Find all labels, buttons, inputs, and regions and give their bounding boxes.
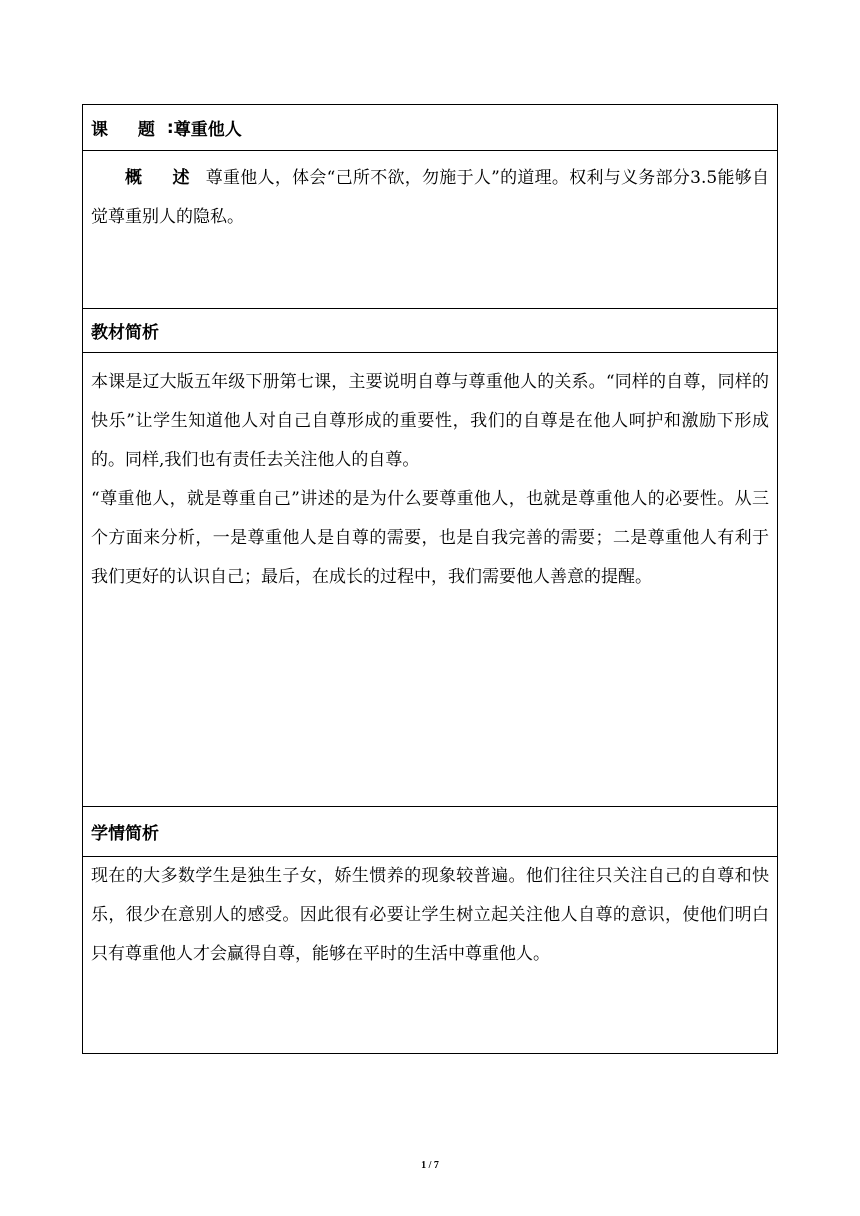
overview-text: 尊重他人，体会“己所不欲，勿施于人”的道理。权利与义务部分3.5能够自觉尊重别人的隐私。 [91, 168, 769, 227]
lesson-plan-table [82, 104, 778, 1054]
overview-label: 概 述 [125, 168, 202, 188]
student-analysis-heading-row [83, 807, 777, 857]
student-analysis-paragraph: 现在的大多数学生是独生子女，娇生惯养的现象较普遍。他们往往只关注自己的自尊和快乐，很少在意别人的感受。因此很有必要让学生树立起关注他人自尊的意识，使他们明白只有尊重他人才会赢得自尊，能够在平时的生活中尊重他人。 [91, 866, 769, 964]
student-analysis-heading: 学情简析 [91, 824, 159, 844]
textbook-analysis-heading: 教材简析 [91, 323, 159, 343]
overview-paragraph [91, 159, 769, 237]
lesson-title-label: 课 题 [91, 120, 167, 140]
textbook-analysis-heading-row [83, 309, 777, 353]
lesson-title-value: 尊重他人 [173, 120, 242, 140]
textbook-analysis-paragraph-2: “尊重他人，就是尊重自己”讲述的是为什么要尊重他人，也就是尊重他人的必要性。从三个方面来分析，一是尊重他人是自尊的需要，也是自我完善的需要；二是尊重他人有利于我们更好的认识自己；最后，在成长的过程中，我们需要他人善意的提醒。 [91, 489, 769, 587]
textbook-analysis-section [83, 353, 777, 807]
lesson-title-separator: : [166, 117, 174, 138]
textbook-analysis-paragraph-1: 本课是辽大版五年级下册第七课，主要说明自尊与尊重他人的关系。“同样的自尊，同样的快乐”让学生知道他人对自己自尊形成的重要性，我们的自尊是在他人呵护和激励下形成的。同样,我们也有责任去关注他人的自尊。 [91, 372, 769, 470]
student-analysis-section [83, 857, 777, 1053]
overview-section [83, 151, 777, 309]
page-indicator: 1 / 7 [421, 1160, 439, 1171]
lesson-title-row [83, 105, 777, 151]
